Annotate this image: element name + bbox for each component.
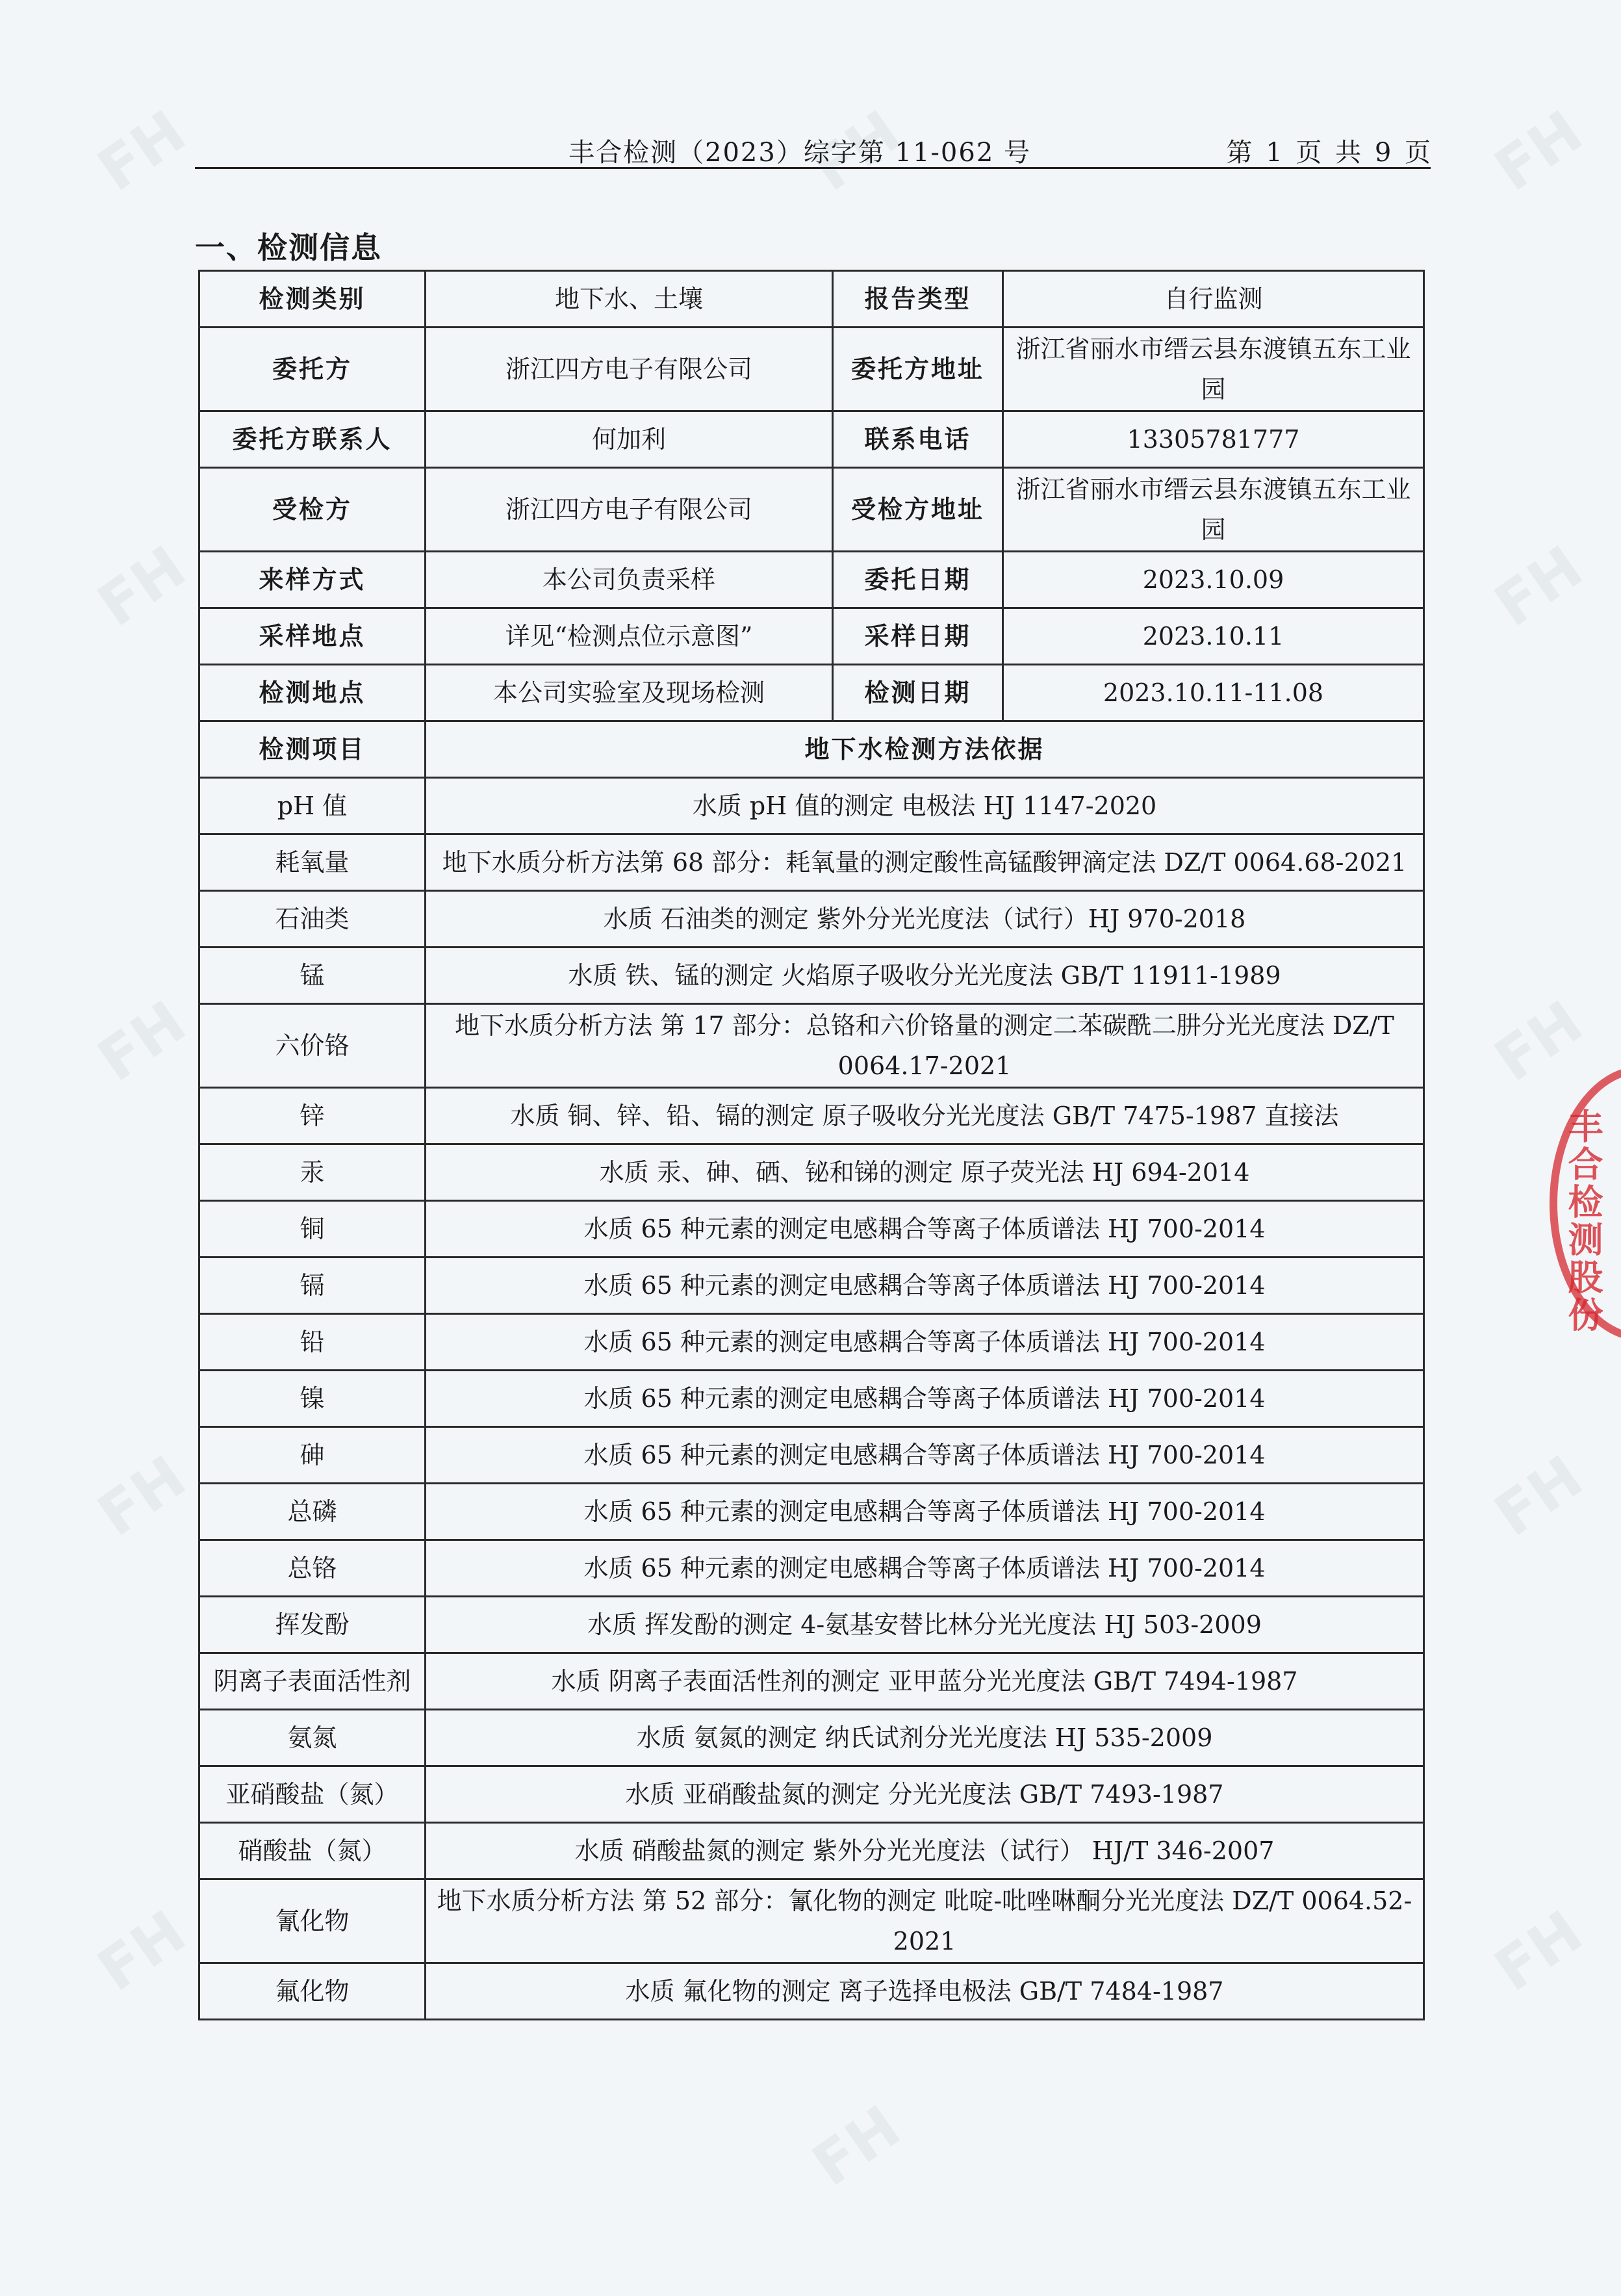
table-row	[199, 778, 1424, 834]
watermark: FH	[1483, 97, 1595, 205]
test-item: 挥发酚	[199, 1597, 426, 1653]
test-method: 水质 65 种元素的测定电感耦合等离子体质谱法 HJ 700-2014	[426, 1201, 1424, 1258]
field-value: 13305781777	[1003, 411, 1424, 468]
field-label: 委托方	[199, 328, 426, 411]
field-value: 浙江省丽水市缙云县东渡镇五东工业园	[1003, 328, 1424, 411]
field-label: 来样方式	[199, 552, 426, 608]
table-row	[199, 411, 1424, 468]
watermark: FH	[86, 1443, 198, 1550]
field-label: 联系电话	[833, 411, 1003, 468]
test-method: 水质 65 种元素的测定电感耦合等离子体质谱法 HJ 700-2014	[426, 1484, 1424, 1540]
test-item: 亚硝酸盐（氮）	[199, 1766, 426, 1823]
table-row	[199, 1823, 1424, 1879]
table-row	[199, 468, 1424, 552]
table-row	[199, 328, 1424, 411]
table-row	[199, 608, 1424, 665]
test-item: 耗氧量	[199, 834, 426, 891]
field-value: 自行监测	[1003, 271, 1424, 328]
table-row	[199, 1484, 1424, 1540]
field-label: 报告类型	[833, 271, 1003, 328]
table-row	[199, 891, 1424, 948]
test-item: 铜	[199, 1201, 426, 1258]
column-header-item: 检测项目	[199, 721, 426, 778]
inspection-info-table	[198, 270, 1425, 2020]
table-row	[199, 1201, 1424, 1258]
test-method: 水质 亚硝酸盐氮的测定 分光光度法 GB/T 7493-1987	[426, 1766, 1424, 1823]
test-item: 氟化物	[199, 1963, 426, 2020]
table-row	[199, 665, 1424, 721]
test-item: 氰化物	[199, 1879, 426, 1963]
test-item: 镉	[199, 1258, 426, 1314]
watermark: FH	[1483, 1443, 1595, 1550]
field-label: 受检方	[199, 468, 426, 552]
field-value: 何加利	[426, 411, 833, 468]
test-method: 地下水质分析方法 第 52 部分：氰化物的测定 吡啶-吡唑啉酮分光光度法 DZ/T 0064.52-2021	[426, 1879, 1424, 1963]
table-row	[199, 1088, 1424, 1144]
field-value: 详见“检测点位示意图”	[426, 608, 833, 665]
field-value: 本公司负责采样	[426, 552, 833, 608]
field-value: 本公司实验室及现场检测	[426, 665, 833, 721]
watermark: FH	[1483, 988, 1595, 1095]
test-item: 镍	[199, 1371, 426, 1427]
test-method: 水质 汞、砷、硒、铋和锑的测定 原子荧光法 HJ 694-2014	[426, 1144, 1424, 1201]
field-value: 浙江省丽水市缙云县东渡镇五东工业园	[1003, 468, 1424, 552]
test-item: 总磷	[199, 1484, 426, 1540]
table-row	[199, 1004, 1424, 1088]
test-item: 铅	[199, 1314, 426, 1371]
watermark: FH	[86, 1898, 198, 2005]
table-row	[199, 834, 1424, 891]
watermark: FH	[1483, 533, 1595, 640]
test-method: 水质 石油类的测定 紫外分光光度法（试行）HJ 970-2018	[426, 891, 1424, 948]
watermark: FH	[86, 533, 198, 640]
test-item: 硝酸盐（氮）	[199, 1823, 426, 1879]
table-row	[199, 1597, 1424, 1653]
table-row	[199, 1963, 1424, 2020]
table-row	[199, 1540, 1424, 1597]
company-seal-text: 丰合检测股份	[1563, 1108, 1603, 1334]
field-label: 检测地点	[199, 665, 426, 721]
field-value: 浙江四方电子有限公司	[426, 328, 833, 411]
field-value: 2023.10.11	[1003, 608, 1424, 665]
test-method: 水质 65 种元素的测定电感耦合等离子体质谱法 HJ 700-2014	[426, 1314, 1424, 1371]
test-item: 锰	[199, 948, 426, 1004]
method-header-row	[199, 721, 1424, 778]
field-label: 委托日期	[833, 552, 1003, 608]
table-row	[199, 552, 1424, 608]
field-label: 采样日期	[833, 608, 1003, 665]
table-row	[199, 271, 1424, 328]
field-value: 2023.10.09	[1003, 552, 1424, 608]
test-method: 水质 pH 值的测定 电极法 HJ 1147-2020	[426, 778, 1424, 834]
field-value: 地下水、土壤	[426, 271, 833, 328]
test-method: 水质 氨氮的测定 纳氏试剂分光光度法 HJ 535-2009	[426, 1710, 1424, 1766]
watermark: FH	[86, 97, 198, 205]
field-value: 2023.10.11-11.08	[1003, 665, 1424, 721]
test-item: 六价铬	[199, 1004, 426, 1088]
test-method: 水质 阴离子表面活性剂的测定 亚甲蓝分光光度法 GB/T 7494-1987	[426, 1653, 1424, 1710]
field-label: 采样地点	[199, 608, 426, 665]
test-method: 地下水质分析方法第 68 部分：耗氧量的测定酸性高锰酸钾滴定法 DZ/T 0064.68-2021	[426, 834, 1424, 891]
test-method: 水质 65 种元素的测定电感耦合等离子体质谱法 HJ 700-2014	[426, 1540, 1424, 1597]
test-method: 水质 铁、锰的测定 火焰原子吸收分光光度法 GB/T 11911-1989	[426, 948, 1424, 1004]
field-label: 委托方联系人	[199, 411, 426, 468]
field-label: 委托方地址	[833, 328, 1003, 411]
test-method: 水质 65 种元素的测定电感耦合等离子体质谱法 HJ 700-2014	[426, 1371, 1424, 1427]
test-item: 砷	[199, 1427, 426, 1484]
watermark: FH	[86, 988, 198, 1095]
table-row	[199, 1258, 1424, 1314]
table-row	[199, 948, 1424, 1004]
test-method: 水质 铜、锌、铅、镉的测定 原子吸收分光光度法 GB/T 7475-1987 直接法	[426, 1088, 1424, 1144]
page-number: 第 1 页 共 9 页	[1226, 138, 1431, 168]
test-method: 水质 65 种元素的测定电感耦合等离子体质谱法 HJ 700-2014	[426, 1427, 1424, 1484]
table-row	[199, 1427, 1424, 1484]
test-method: 水质 硝酸盐氮的测定 紫外分光光度法（试行） HJ/T 346-2007	[426, 1823, 1424, 1879]
watermark: FH	[800, 2093, 913, 2200]
field-label: 检测类别	[199, 271, 426, 328]
test-item: 氨氮	[199, 1710, 426, 1766]
page-header	[195, 127, 1431, 169]
test-method: 地下水质分析方法 第 17 部分：总铬和六价铬量的测定二苯碳酰二肼分光光度法 DZ/T 0064.17-2021	[426, 1004, 1424, 1088]
test-item: 总铬	[199, 1540, 426, 1597]
watermark: FH	[800, 97, 913, 205]
table-row	[199, 1766, 1424, 1823]
table-row	[199, 1879, 1424, 1963]
field-value: 浙江四方电子有限公司	[426, 468, 833, 552]
section-title: 一、检测信息	[195, 230, 382, 265]
column-header-basis: 地下水检测方法依据	[426, 721, 1424, 778]
table-row	[199, 1144, 1424, 1201]
test-item: 石油类	[199, 891, 426, 948]
field-label: 受检方地址	[833, 468, 1003, 552]
table-row	[199, 1314, 1424, 1371]
test-item: 锌	[199, 1088, 426, 1144]
test-item: 阴离子表面活性剂	[199, 1653, 426, 1710]
test-item: pH 值	[199, 778, 426, 834]
test-method: 水质 氟化物的测定 离子选择电极法 GB/T 7484-1987	[426, 1963, 1424, 2020]
table-row	[199, 1653, 1424, 1710]
watermark: FH	[1483, 1898, 1595, 2005]
table-row	[199, 1371, 1424, 1427]
report-number: 丰合检测（2023）综字第 11-062 号	[568, 138, 1031, 168]
test-item: 汞	[199, 1144, 426, 1201]
table-row	[199, 1710, 1424, 1766]
test-method: 水质 65 种元素的测定电感耦合等离子体质谱法 HJ 700-2014	[426, 1258, 1424, 1314]
field-label: 检测日期	[833, 665, 1003, 721]
test-method: 水质 挥发酚的测定 4-氨基安替比林分光光度法 HJ 503-2009	[426, 1597, 1424, 1653]
